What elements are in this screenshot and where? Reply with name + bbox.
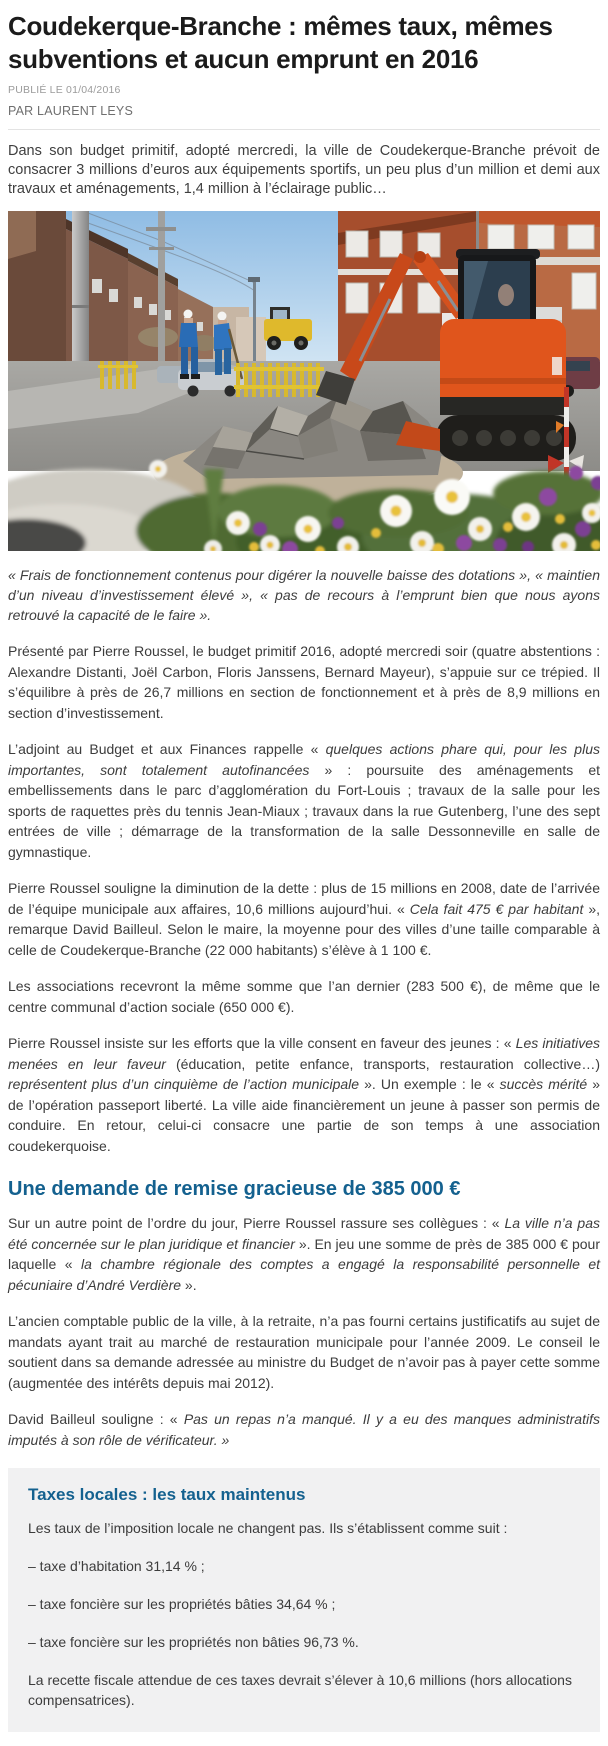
body-text: (éducation, petite enfance, transports, restauration collective…) — [165, 1055, 601, 1072]
quoted-text: Les initiatives menées en leur faveur — [8, 1035, 600, 1072]
body-text: Sur un autre point de l’ordre du jour, Pierre Roussel rassure ses collègues : « — [8, 1215, 505, 1231]
quoted-text: La ville n’a pas été concernée sur le plan juridique et financier — [8, 1215, 600, 1252]
article-paragraph — [8, 1213, 600, 1295]
quoted-text: la chambre régionale des comptes a engagé la responsabilité personnelle et pécuniaire d’André Verdière — [8, 1256, 600, 1293]
body-text: Présenté par Pierre Roussel, le budget primitif 2016, adopté mercredi soir (quatre abstentions : Alexandre Distanti, Joël Carbon, Floris Janssens, Bernard Mayeur), s’appuie sur ce trépied. Il s’équilibre à près de 26,7 millions en section de fonctionnement et à près de 8,9 millions en section d’investissement. — [8, 643, 600, 721]
tax-box-items — [28, 1518, 580, 1710]
article-paragraph — [8, 1409, 600, 1450]
section-subheading: Une demande de remise gracieuse de 385 000 € — [8, 1178, 461, 1200]
published-date: PUBLIÉ LE 01/04/2016 — [8, 84, 121, 96]
article-paragraph — [8, 641, 600, 723]
tax-box-item: – taxe d’habitation 31,14 % ; — [28, 1558, 205, 1574]
body-text: Les associations recevront la même somme que l’an dernier (283 500 €), de même que le centre communal d’action sociale (650 000 €). — [8, 978, 600, 1015]
article-paragraph — [8, 878, 600, 960]
divider — [8, 129, 600, 130]
photo-caption: « Frais de fonctionnement contenus pour digérer la nouvelle baisse des dotations », « maintien d’un niveau d’investissement élevé », « pas de recours à l’emprunt bien que nous ayons retrouvé la capacité de le faire ». — [8, 567, 600, 623]
author-byline: PAR LAURENT LEYS — [8, 104, 134, 118]
body-text: L’adjoint au Budget et aux Finances rappelle « — [8, 741, 326, 757]
article-paragraph — [8, 1033, 600, 1156]
article-lead: Dans son budget primitif, adopté mercredi, la ville de Coudekerque-Branche prévoit de consacrer 3 millions d’euros aux équipements sportifs, un peu plus d’un million et demi aux travaux et aménagements, 1,4 million à l’éclairage public… — [8, 143, 600, 197]
article-photo — [8, 211, 600, 551]
body-text: Pierre Roussel insiste sur les efforts que la ville consent en faveur des jeunes : « — [8, 1035, 516, 1051]
tax-box-heading: Taxes locales : les taux maintenus — [28, 1485, 306, 1504]
body-text: L’ancien comptable public de la ville, à la retraite, n’a pas fourni certains justificatifs au sujet de mandats ayant trait au marché de restauration municipale pour l’année 2009. Le conseil le soutient dans sa demande adressée au ministre du Budget de n’avoir pas à payer cette somme (augmentée des intérêts depuis mai 2012). — [8, 1313, 600, 1391]
construction-site-illustration — [8, 211, 600, 551]
quoted-text: succès mérité — [499, 1076, 588, 1092]
article-paragraph — [8, 976, 600, 1017]
body-text: ». En jeu une somme de près de 385 000 € pour laquelle « — [8, 1235, 600, 1272]
body-text: ». Un exemple : le « — [359, 1076, 500, 1092]
quoted-text: Pas un repas n’a manqué. Il y a eu des manques administratifs imputés à son rôle de vérificateur. » — [8, 1411, 600, 1448]
article-body — [8, 641, 600, 1450]
tax-box-item: – taxe foncière sur les propriétés bâties 34,64 % ; — [28, 1596, 336, 1612]
body-text: » de l’opération passeport liberté. La ville aide financièrement un jeune à passer son permis de conduire. En retour, celui-ci consacre une partie de son temps à une association coudekerquoise. — [8, 1076, 601, 1154]
body-text: ». — [181, 1276, 197, 1293]
body-text: » : poursuite des aménagements et embellissements dans le parc d’agglomération du Fort-Louis ; travaux de la salle pour les sports de raquettes près du tennis Jean-Miaux ; travaux dans la rue Gutenberg, l’une des sept entrées de ville ; démarrage de la transformation de la salle Dessonneville en salle de gymnastique. — [8, 761, 600, 860]
article-paragraph — [8, 739, 600, 862]
quoted-text: Cela fait 475 € par habitant — [409, 900, 584, 917]
page-title: Coudekerque-Branche : mêmes taux, mêmes subventions et aucun emprunt en 2016 — [8, 11, 553, 74]
body-text: », remarque David Bailleul. Selon le maire, la moyenne pour des villes d’une taille comparable à celle de Coudekerque-Branche (22 000 habitants) s’élève à 1 100 €. — [8, 900, 600, 958]
article-paragraph — [8, 1311, 600, 1393]
tax-box-item: La recette fiscale attendue de ces taxes devrait s’élever à 10,6 millions (hors allocations compensatrices). — [28, 1672, 572, 1708]
tax-box — [8, 1468, 600, 1732]
quoted-text: quelques actions phare qui, pour les plus importantes, sont totalement autofinancées — [8, 741, 600, 778]
quoted-text: représentent plus d’un cinquième de l’action municipale — [8, 1076, 360, 1092]
body-text: Pierre Roussel souligne la diminution de la dette : plus de 15 millions en 2008, date de l’arrivée de l’équipe municipale aux affaires, 10,6 millions aujourd’hui. « — [8, 880, 600, 917]
tax-box-item: – taxe foncière sur les propriétés non bâties 96,73 %. — [28, 1634, 359, 1650]
tax-box-item: Les taux de l’imposition locale ne changent pas. Ils s’établissent comme suit : — [28, 1520, 508, 1536]
body-text: David Bailleul souligne : « — [8, 1411, 184, 1427]
